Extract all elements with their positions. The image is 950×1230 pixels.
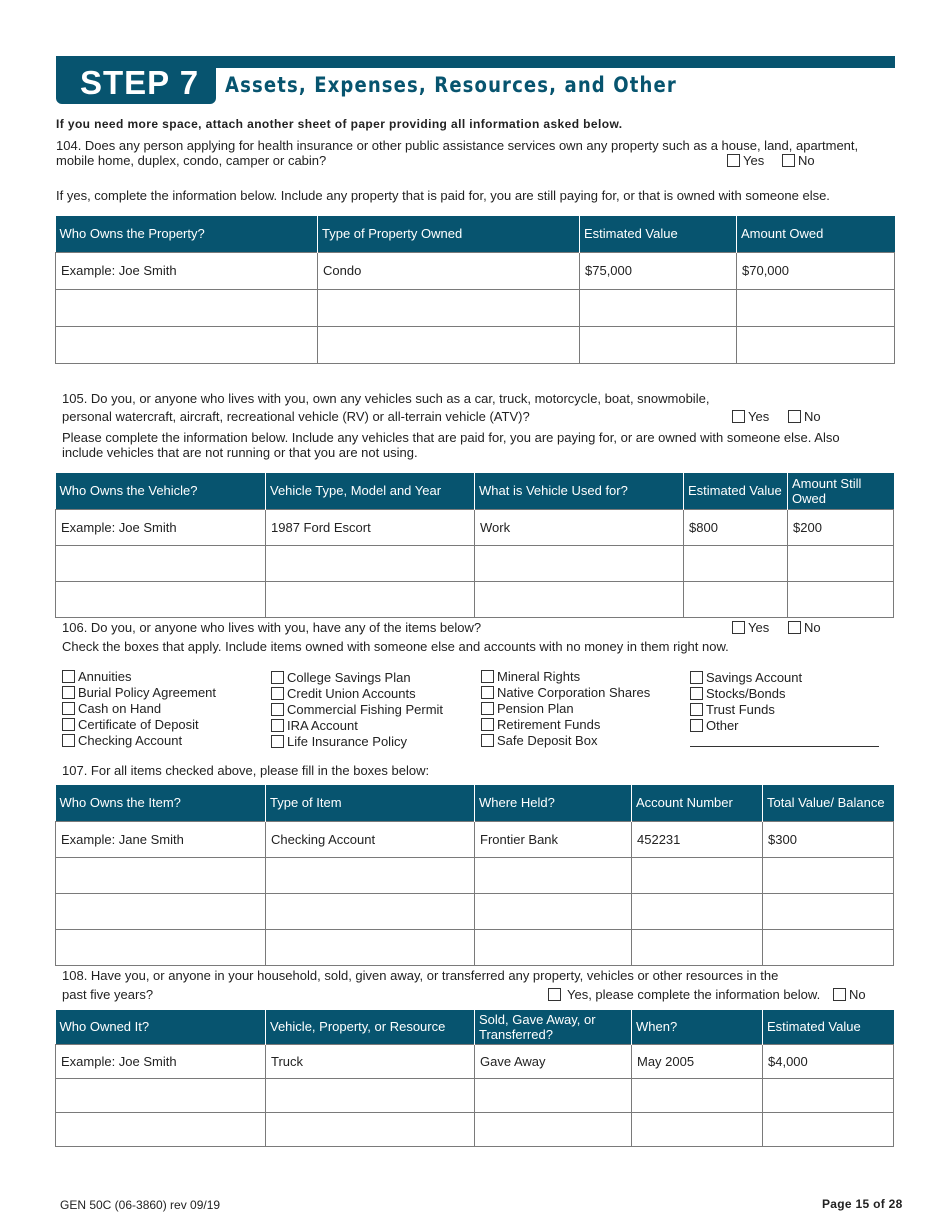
q106-line1: 106. Do you, or anyone who lives with you, have any of the items below? [62, 620, 482, 635]
column-header: Vehicle Type, Model and Year [266, 473, 475, 509]
q108-yes[interactable] [548, 987, 820, 1002]
checkbox[interactable] [62, 718, 75, 731]
transfers-table [55, 1010, 894, 1147]
checkbox-label: Certificate of Deposit [78, 717, 199, 732]
table-cell[interactable] [475, 545, 684, 581]
column-header: When? [632, 1010, 763, 1044]
q106-no-label: No [804, 620, 821, 635]
asset-checkbox-item[interactable] [481, 717, 650, 733]
table-cell: $800 [684, 509, 788, 545]
q105-followup1: Please complete the information below. Include any vehicles that are paid for, you are paying for, or are owned with someone else. Also [62, 430, 840, 445]
checkbox[interactable] [481, 718, 494, 731]
table-cell: $4,000 [763, 1044, 894, 1078]
table-cell[interactable] [475, 581, 684, 617]
checkbox[interactable] [271, 687, 284, 700]
table-cell: Frontier Bank [475, 821, 632, 857]
q105-line1: 105. Do you, or anyone who lives with you, own any vehicles such as a car, truck, motorcycle, boat, snowmobile, [62, 391, 710, 406]
checkbox[interactable] [690, 719, 703, 732]
table-row [56, 1044, 894, 1078]
checkbox[interactable] [62, 734, 75, 747]
q105-no[interactable] [788, 409, 821, 424]
q105-no-label: No [804, 409, 821, 424]
column-header: Total Value/ Balance [763, 785, 894, 821]
table-cell[interactable] [56, 581, 266, 617]
q104-yes-checkbox[interactable] [727, 154, 740, 167]
table-row [56, 1078, 894, 1112]
table-cell[interactable] [266, 893, 475, 929]
asset-checkbox-item[interactable] [62, 717, 216, 733]
table-cell: 452231 [632, 821, 763, 857]
column-header: Who Owns the Property? [56, 216, 318, 252]
vehicle-table [55, 473, 894, 618]
table-cell[interactable] [580, 289, 737, 326]
q107-line1: 107. For all items checked above, please fill in the boxes below: [62, 763, 430, 778]
table-cell: May 2005 [632, 1044, 763, 1078]
q105-line2: personal watercraft, aircraft, recreational vehicle (RV) or all-terrain vehicle (ATV)? [62, 409, 530, 424]
table-header-row [56, 1010, 894, 1044]
table-cell[interactable] [763, 857, 894, 893]
table-row [56, 252, 895, 289]
asset-checkbox-item[interactable] [62, 669, 216, 685]
table-cell[interactable] [632, 893, 763, 929]
q108-line1: 108. Have you, or anyone in your household, sold, given away, or transferred any property, vehicles or other resources in the [62, 968, 779, 983]
column-header: What is Vehicle Used for? [475, 473, 684, 509]
table-cell: Gave Away [475, 1044, 632, 1078]
checkbox[interactable] [690, 671, 703, 684]
q105-no-checkbox[interactable] [788, 410, 801, 423]
checkbox[interactable] [271, 703, 284, 716]
table-row [56, 509, 894, 545]
table-cell[interactable] [475, 1078, 632, 1112]
form-id: GEN 50C (06-3860) rev 09/19 [60, 1198, 221, 1212]
asset-checkbox-item[interactable] [271, 734, 443, 750]
checkbox[interactable] [62, 702, 75, 715]
q108-no[interactable] [833, 987, 866, 1002]
table-cell[interactable] [56, 545, 266, 581]
q105-yes-label: Yes [748, 409, 770, 424]
q106-line2: Check the boxes that apply. Include items owned with someone else and accounts with no money in them right now. [62, 639, 729, 654]
asset-checkbox-item[interactable] [62, 685, 216, 701]
asset-checklist-col4 [690, 670, 802, 734]
table-cell[interactable] [266, 857, 475, 893]
table-cell[interactable] [475, 857, 632, 893]
checkbox-label: Burial Policy Agreement [78, 685, 217, 700]
checkbox-label: College Savings Plan [287, 670, 411, 685]
table-cell[interactable] [788, 581, 894, 617]
column-header: Amount Owed [737, 216, 895, 252]
table-row [56, 289, 895, 326]
checkbox[interactable] [271, 671, 284, 684]
table-cell[interactable] [763, 893, 894, 929]
asset-checkbox-item[interactable] [481, 669, 650, 685]
q106-no-checkbox[interactable] [788, 621, 801, 634]
column-header: Where Held? [475, 785, 632, 821]
table-cell[interactable] [56, 929, 266, 965]
table-row [56, 326, 895, 363]
q108-no-label: No [849, 987, 866, 1002]
asset-checkbox-item[interactable] [481, 733, 650, 749]
checkbox-label: Mineral Rights [497, 669, 581, 684]
q104-line2: mobile home, duplex, condo, camper or cabin? [56, 153, 327, 168]
q104-no[interactable] [782, 153, 815, 168]
q105-yes-checkbox[interactable] [732, 410, 745, 423]
step-label: STEP 7 [56, 62, 216, 104]
q104-yes-label: Yes [743, 153, 765, 168]
table-cell[interactable] [632, 929, 763, 965]
table-cell[interactable] [56, 1112, 266, 1146]
asset-checkbox-item[interactable] [690, 718, 802, 734]
table-cell[interactable] [737, 326, 895, 363]
table-cell[interactable] [632, 857, 763, 893]
table-header-row [56, 473, 894, 509]
table-row [56, 893, 894, 929]
table-row [56, 821, 894, 857]
q104-followup: If yes, complete the information below. Include any property that is paid for, you are still paying for, or that is owned with someone else. [56, 188, 830, 203]
checkbox[interactable] [62, 686, 75, 699]
checkbox-label: Native Corporation Shares [497, 685, 651, 700]
table-cell[interactable] [266, 929, 475, 965]
checkbox-label: IRA Account [287, 718, 358, 733]
column-header: Estimated Value [763, 1010, 894, 1044]
checkbox[interactable] [481, 686, 494, 699]
table-cell: Checking Account [266, 821, 475, 857]
checkbox-label: Pension Plan [497, 701, 574, 716]
table-cell[interactable] [475, 929, 632, 965]
q106-yes-checkbox[interactable] [732, 621, 745, 634]
table-cell[interactable] [56, 1078, 266, 1112]
checkbox-label: Annuities [78, 669, 132, 684]
asset-checkbox-item[interactable] [481, 701, 650, 717]
checkbox-label: Retirement Funds [497, 717, 601, 732]
table-row [56, 545, 894, 581]
table-cell: Example: Joe Smith [56, 1044, 266, 1078]
other-write-in-line[interactable] [690, 746, 879, 747]
table-row [56, 929, 894, 965]
table-cell[interactable] [266, 545, 475, 581]
column-header: Who Owned It? [56, 1010, 266, 1044]
q105-yes[interactable] [732, 409, 769, 424]
checkbox[interactable] [481, 702, 494, 715]
checkbox-label: Other [706, 718, 739, 733]
column-header: Sold, Gave Away, or Transferred? [475, 1010, 632, 1044]
q108-no-checkbox[interactable] [833, 988, 846, 1001]
instruction-text: If you need more space, attach another sheet of paper providing all information asked below. [56, 117, 623, 131]
table-cell[interactable] [475, 893, 632, 929]
q108-line2: past five years? [62, 987, 154, 1002]
checkbox-label: Cash on Hand [78, 701, 162, 716]
table-cell: $70,000 [737, 252, 895, 289]
q106-yes-label: Yes [748, 620, 770, 635]
checkbox-label: Commercial Fishing Permit [287, 702, 444, 717]
table-row [56, 857, 894, 893]
column-header: Estimated Value [684, 473, 788, 509]
column-header: Estimated Value [580, 216, 737, 252]
asset-checkbox-item[interactable] [271, 718, 443, 734]
property-table [55, 216, 895, 364]
table-cell[interactable] [763, 929, 894, 965]
checkbox[interactable] [481, 734, 494, 747]
asset-checkbox-item[interactable] [690, 686, 802, 702]
checkbox-label: Safe Deposit Box [497, 733, 598, 748]
checkbox-label: Savings Account [706, 670, 803, 685]
checkbox-label: Checking Account [78, 733, 183, 748]
column-header: Type of Property Owned [318, 216, 580, 252]
table-cell[interactable] [56, 857, 266, 893]
table-cell[interactable] [266, 1112, 475, 1146]
checkbox-label: Stocks/Bonds [706, 686, 786, 701]
page-number: Page 15 of 28 [822, 1197, 903, 1211]
table-header-row [56, 216, 895, 252]
table-row [56, 1112, 894, 1146]
table-cell[interactable] [56, 326, 318, 363]
checkbox[interactable] [271, 735, 284, 748]
table-cell[interactable] [632, 1078, 763, 1112]
table-cell[interactable] [266, 1078, 475, 1112]
asset-checkbox-item[interactable] [62, 701, 216, 717]
table-row [56, 581, 894, 617]
table-cell: Example: Jane Smith [56, 821, 266, 857]
asset-checkbox-item[interactable] [271, 686, 443, 702]
column-header: Account Number [632, 785, 763, 821]
checkbox-label: Credit Union Accounts [287, 686, 416, 701]
checkbox[interactable] [690, 687, 703, 700]
table-cell[interactable] [763, 1078, 894, 1112]
table-cell[interactable] [266, 581, 475, 617]
table-cell[interactable] [763, 1112, 894, 1146]
checkbox[interactable] [481, 670, 494, 683]
q108-yes-label: Yes, please complete the information below. [567, 987, 821, 1002]
table-cell[interactable] [56, 893, 266, 929]
asset-checkbox-item[interactable] [481, 685, 650, 701]
column-header: Who Owns the Vehicle? [56, 473, 266, 509]
q104-yes[interactable] [727, 153, 764, 168]
checkbox[interactable] [271, 719, 284, 732]
table-cell[interactable] [475, 1112, 632, 1146]
table-cell[interactable] [580, 326, 737, 363]
table-cell: Work [475, 509, 684, 545]
q104-no-label: No [798, 153, 815, 168]
q105-followup2: include vehicles that are not running or that you are not using. [62, 445, 418, 460]
q104-line1: 104. Does any person applying for health insurance or other public assistance services own any property such as a house, land, apartment, [56, 138, 859, 153]
table-header-row [56, 785, 894, 821]
table-cell[interactable] [788, 545, 894, 581]
asset-checkbox-item[interactable] [690, 670, 802, 686]
section-title: Assets, Expenses, Resources, and Other [225, 73, 677, 97]
q106-no[interactable] [788, 620, 821, 635]
table-cell: Condo [318, 252, 580, 289]
q108-yes-checkbox[interactable] [548, 988, 561, 1001]
column-header: Amount Still Owed [788, 473, 894, 509]
checkbox-label: Life Insurance Policy [287, 734, 407, 749]
asset-checklist-col1 [62, 669, 216, 749]
table-cell: $200 [788, 509, 894, 545]
column-header: Type of Item [266, 785, 475, 821]
checkbox-label: Trust Funds [706, 702, 775, 717]
column-header: Vehicle, Property, or Resource [266, 1010, 475, 1044]
table-cell: Example: Joe Smith [56, 252, 318, 289]
asset-checkbox-item[interactable] [271, 670, 443, 686]
table-cell: $75,000 [580, 252, 737, 289]
table-cell: 1987 Ford Escort [266, 509, 475, 545]
asset-checklist-col3 [481, 669, 650, 749]
checkbox[interactable] [62, 670, 75, 683]
table-cell: Truck [266, 1044, 475, 1078]
table-cell[interactable] [56, 289, 318, 326]
table-cell[interactable] [318, 326, 580, 363]
asset-checkbox-item[interactable] [690, 702, 802, 718]
asset-checkbox-item[interactable] [62, 733, 216, 749]
asset-checkbox-item[interactable] [271, 702, 443, 718]
table-cell[interactable] [737, 289, 895, 326]
table-cell[interactable] [632, 1112, 763, 1146]
checkbox[interactable] [690, 703, 703, 716]
table-cell[interactable] [684, 581, 788, 617]
column-header: Who Owns the Item? [56, 785, 266, 821]
table-cell[interactable] [684, 545, 788, 581]
assets-table [55, 785, 894, 966]
q104-no-checkbox[interactable] [782, 154, 795, 167]
table-cell[interactable] [318, 289, 580, 326]
asset-checklist-col2 [271, 670, 443, 750]
q106-yes[interactable] [732, 620, 769, 635]
table-cell: Example: Joe Smith [56, 509, 266, 545]
table-cell: $300 [763, 821, 894, 857]
